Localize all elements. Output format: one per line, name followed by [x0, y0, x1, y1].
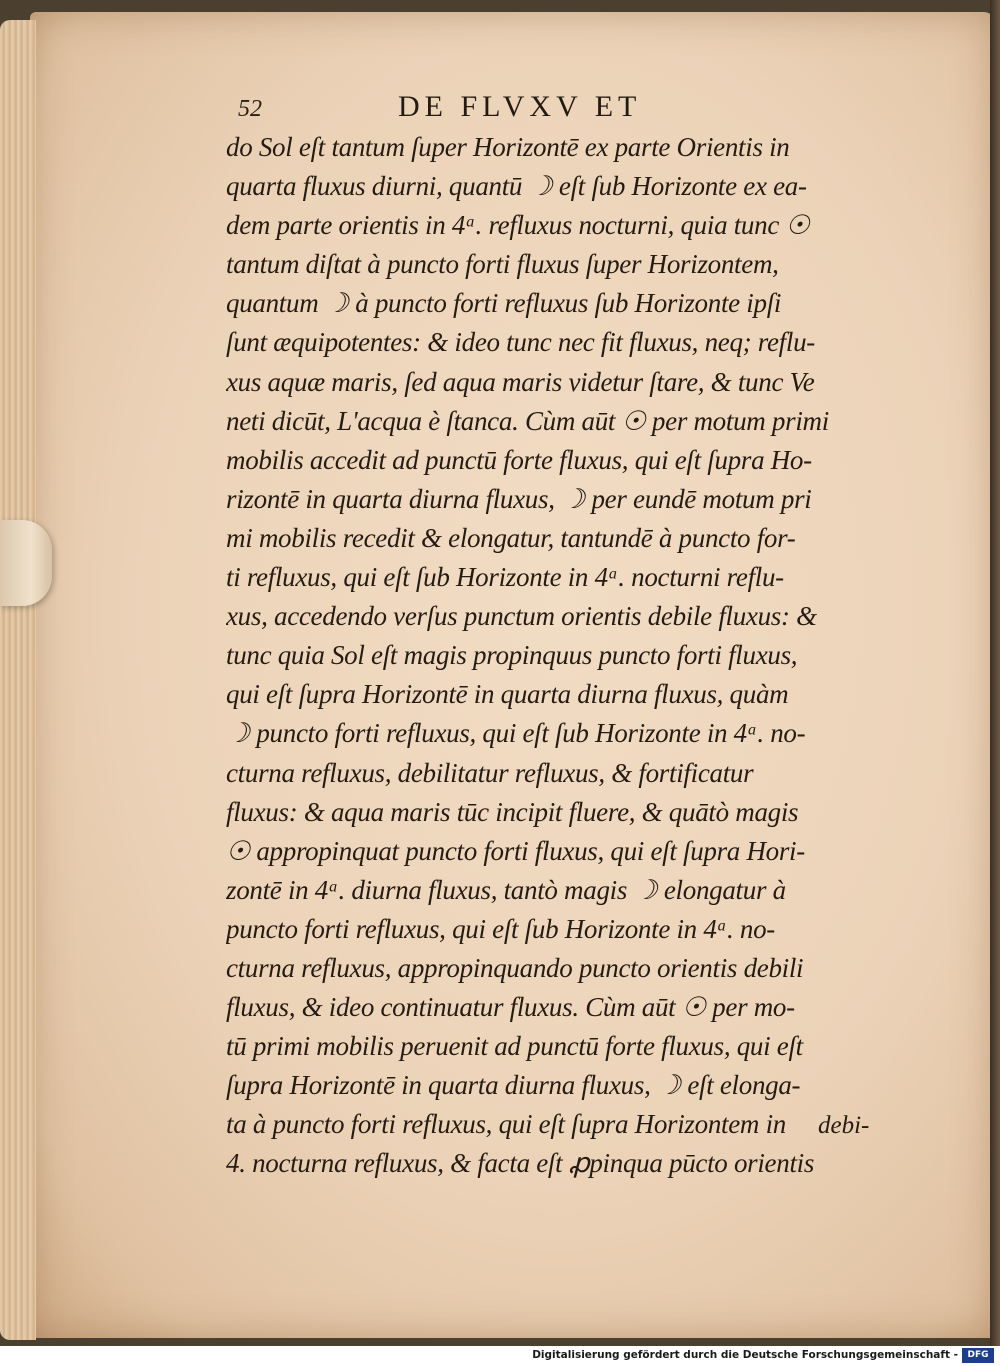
book-clasp [0, 520, 52, 606]
binding-edge [990, 0, 1000, 1346]
text-line: quantum ☽ à puncto forti refluxus ſub Horizonte ipſi [226, 288, 782, 319]
digitization-footer [0, 1346, 1000, 1366]
text-line: xus aquæ maris, ſed aqua maris videtur ſtare, & tunc Ve [226, 366, 815, 397]
text-line: xus, accedendo verſus punctum orientis debile fluxus: & [226, 601, 817, 632]
text-line: cturna refluxus, debilitatur refluxus, & fortificatur [226, 757, 754, 788]
text-line: dem parte orientis in 4ᵃ. refluxus nocturni, quia tunc ☉ [226, 210, 810, 241]
text-line: ☉ appropinquat puncto forti fluxus, qui eſt ſupra Hori- [226, 835, 805, 866]
page-header [238, 90, 878, 130]
text-line: ſunt æquipotentes: & ideo tunc nec fit fluxus, neq; reflu- [226, 327, 815, 358]
text-line: 4. nocturna refluxus, & facta eſt ꝓpinqua pūcto orientis [226, 1148, 815, 1179]
text-line: ☽ puncto forti refluxus, qui eſt ſub Horizonte in 4ᵃ. no- [226, 718, 806, 749]
funding-credit: Digitalisierung gefördert durch die Deutsche Forschungsgemeinschaft - [532, 1349, 958, 1361]
page-number: 52 [238, 96, 262, 122]
text-line: rizontē in quarta diurna fluxus, ☽ per eundē motum pri [226, 483, 812, 514]
text-line: tunc quia Sol eſt magis propinquus puncto forti fluxus, [226, 640, 798, 671]
text-line: puncto forti refluxus, qui eſt ſub Horizonte in 4ᵃ. no- [226, 913, 775, 944]
text-line: neti dicūt, L'acqua è ſtanca. Cùm aūt ☉ per motum primi [226, 405, 829, 436]
dfg-logo-icon: DFG [962, 1348, 994, 1363]
running-title: DE FLVXV ET [398, 90, 642, 123]
text-line: fluxus: & aqua maris tūc incipit fluere, & quātò magis [226, 796, 799, 827]
text-line: cturna refluxus, appropinquando puncto orientis debili [226, 952, 804, 983]
text-line: ti refluxus, qui eſt ſub Horizonte in 4ᵃ. nocturni reflu- [226, 562, 784, 593]
text-line: quarta fluxus diurni, quantū ☽ eſt ſub Horizonte ex ea- [226, 171, 807, 202]
text-line: tantum diſtat à puncto forti fluxus ſuper Horizontem, [226, 249, 779, 280]
page-stack-edge [0, 20, 36, 1340]
text-line: fluxus, & ideo continuatur fluxus. Cùm aūt ☉ per mo- [226, 992, 795, 1023]
text-line: zontē in 4ᵃ. diurna fluxus, tantò magis ☽ elongatur à [226, 874, 786, 905]
catchword: debi- [818, 1112, 870, 1139]
text-line: mi mobilis recedit & elongatur, tantundē à puncto for- [226, 522, 796, 553]
text-line: tū primi mobilis peruenit ad punctū forte fluxus, qui eſt [226, 1031, 803, 1062]
body-text [226, 128, 886, 1184]
text-line: mobilis accedit ad punctū forte fluxus, qui eſt ſupra Ho- [226, 444, 812, 475]
text-line: ſupra Horizontē in quarta diurna fluxus, ☽ eſt elonga- [226, 1070, 801, 1101]
text-line: qui eſt ſupra Horizontē in quarta diurna fluxus, quàm [226, 679, 789, 710]
text-line: do Sol eſt tantum ſuper Horizontē ex parte Orientis in [226, 132, 790, 162]
text-line: ta à puncto forti refluxus, qui eſt ſupra Horizontem in [226, 1109, 786, 1140]
